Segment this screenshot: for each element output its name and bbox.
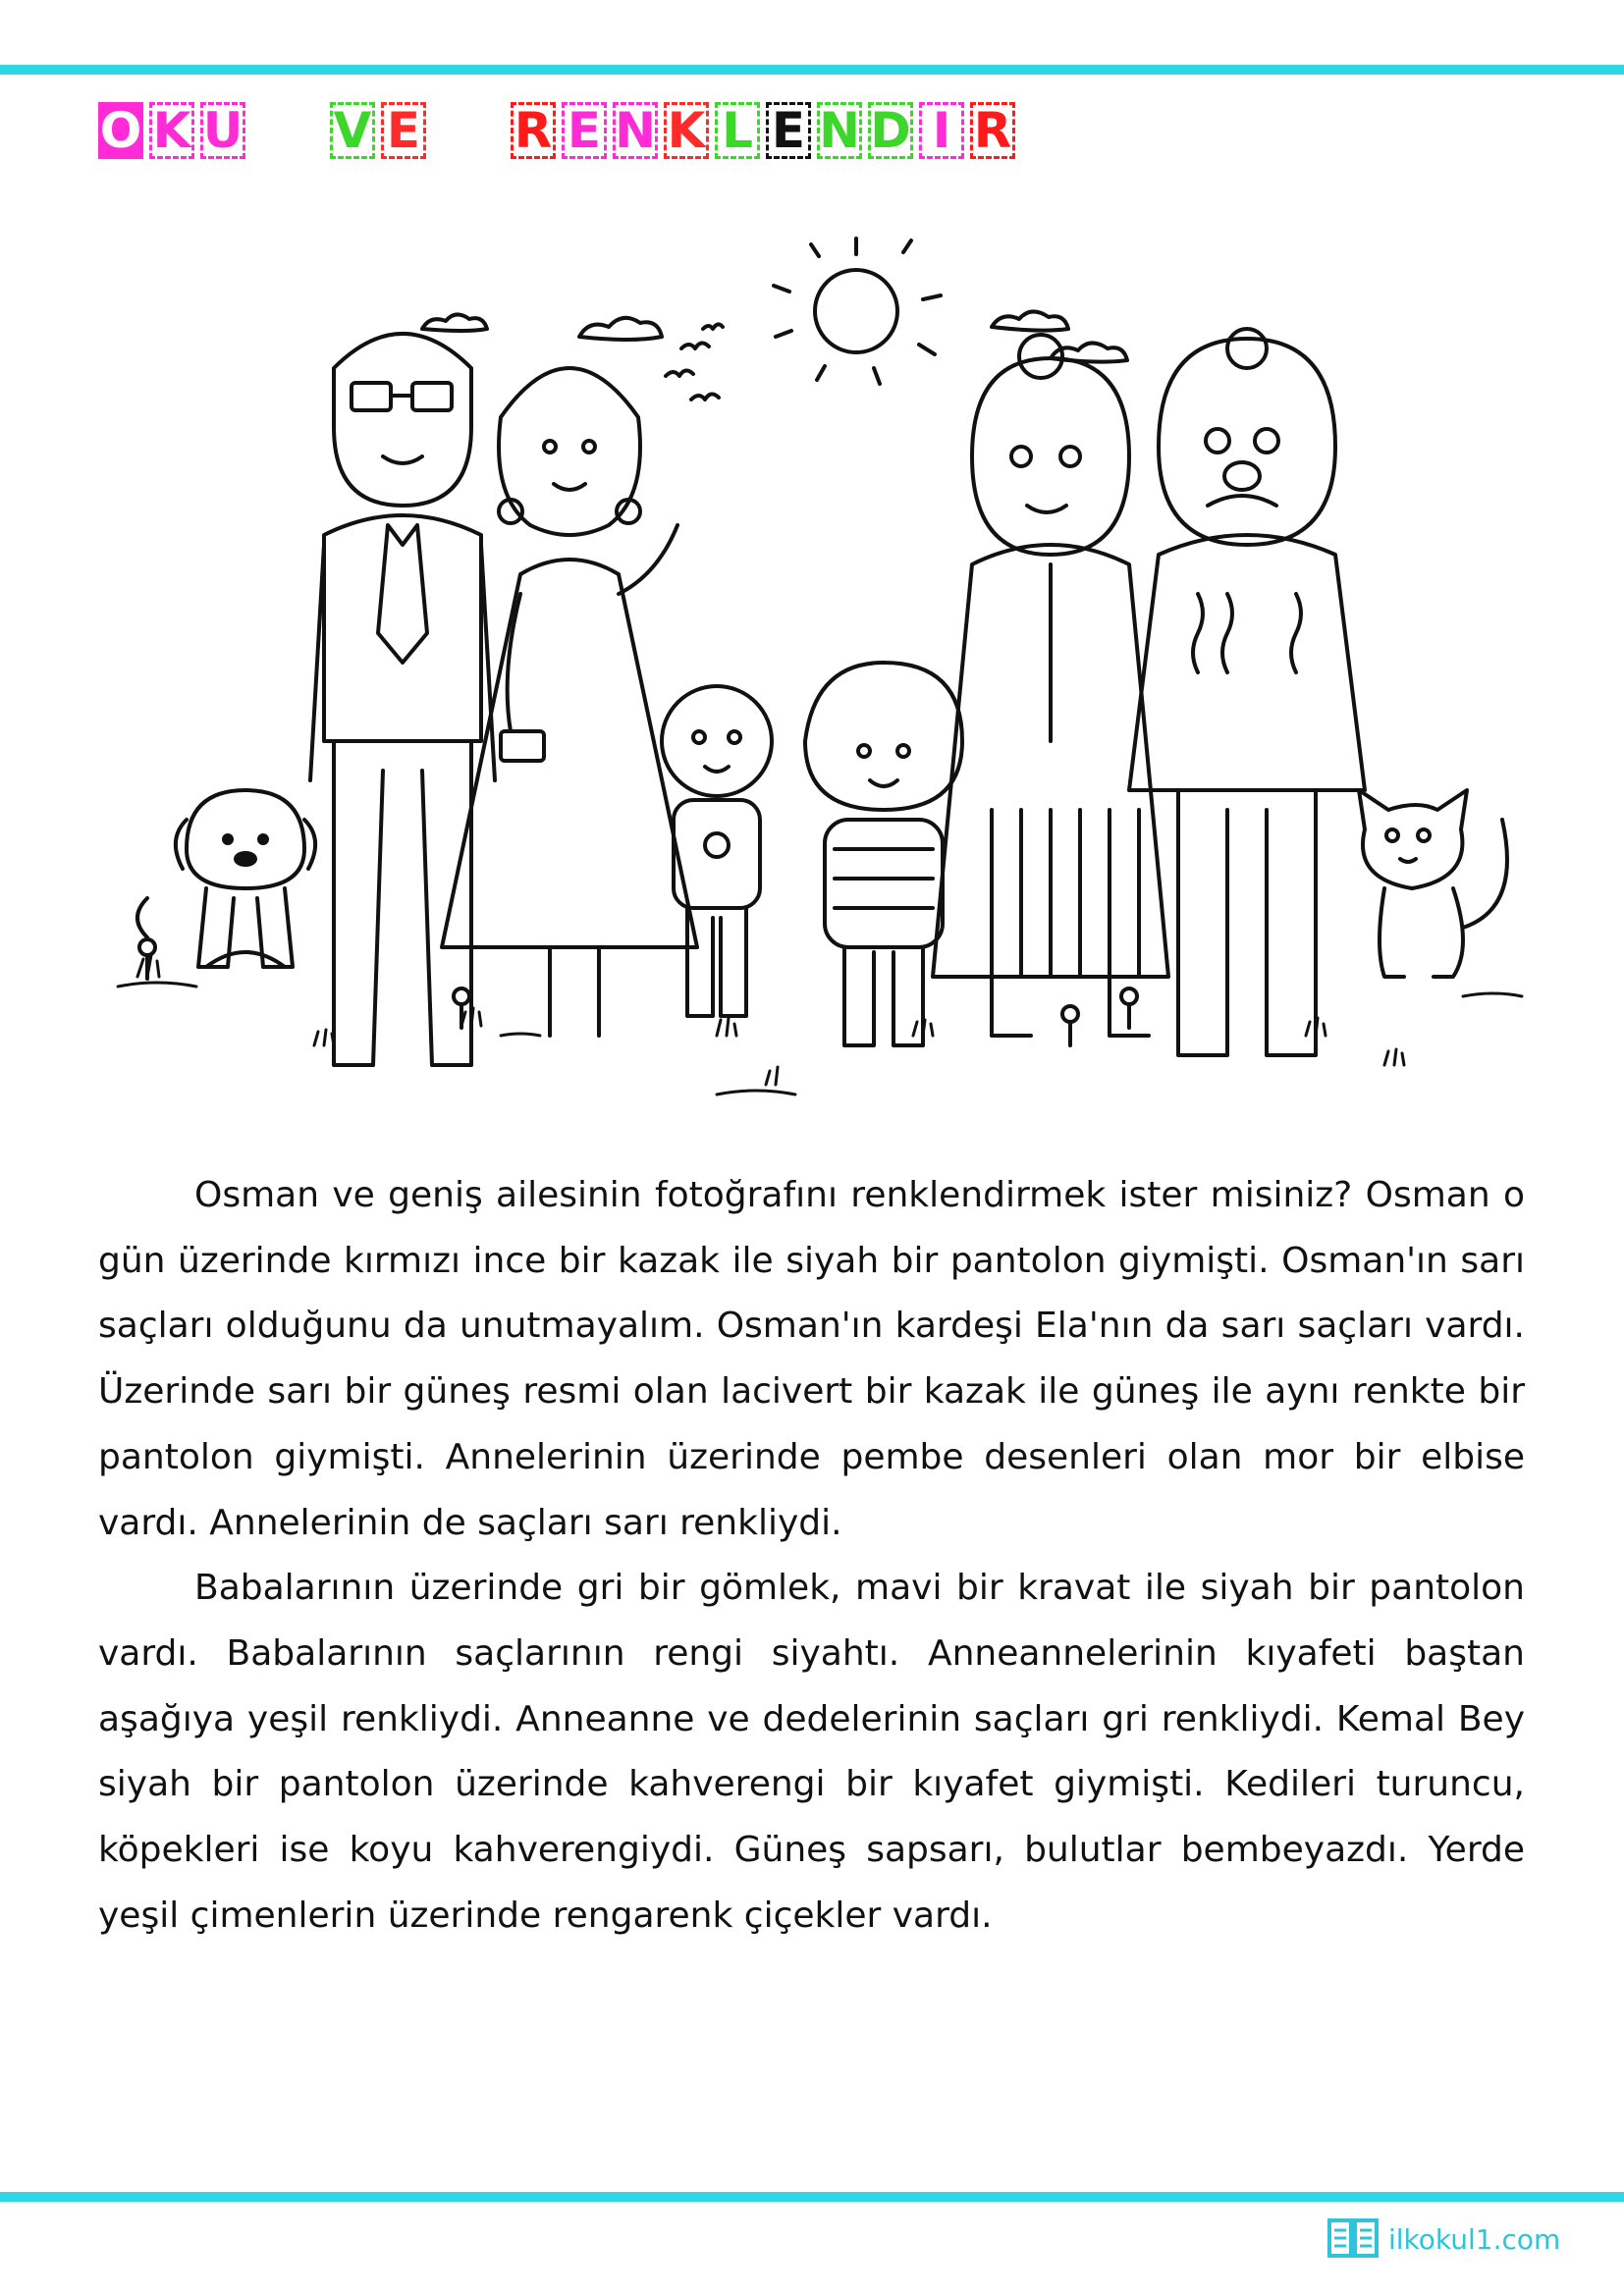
ground-grass <box>118 955 1522 1095</box>
title-letter: V <box>330 102 375 159</box>
flower-icon <box>139 939 155 979</box>
flower-icon <box>1062 1006 1078 1045</box>
cloud-icon <box>992 311 1068 330</box>
bottom-border-line <box>0 2192 1624 2202</box>
top-border-line <box>0 65 1624 75</box>
title-letter: R <box>511 102 556 159</box>
title-letter: R <box>970 102 1015 159</box>
sun-icon <box>774 239 941 384</box>
story-paragraph: Babalarının üzerinde gri bir gömlek, mavi bir kravat ile siyah bir pantolon vardı. Babalarının saçlarının rengi siyahtı. Anneannelerinin kıyafeti baştan aşağıya yeşil renkliydi. Anneanne ve dedelerinin saçları gri renkliydi. Kemal Bey siyah bir pantolon üzerinde kahverengi bir kıyafet giymişti. Kedileri turuncu, köpekleri ise koyu kahverengiydi. Güneş sapsarı, bulutlar bembeyazdı. Yerde yeşil çimenlerin üzerinde rengarenk çiçekler vardı. <box>98 1568 1525 1936</box>
title-letter: K <box>664 102 709 159</box>
brand-text: ilkokul1.com <box>1388 2222 1561 2256</box>
title-letter: E <box>381 102 426 159</box>
story-paragraph: Osman ve geniş ailesinin fotoğrafını renklendirmek ister misiniz? Osman o gün üzerinde kırmızı ince bir kazak ile siyah bir pantolon giymişti. Osman'ın sarı saçları olduğunu da unutmayalım. Osman'ın kardeşi Ela'nın da sarı saçları vardı. Üzerinde sarı bir güneş resmi olan lacivert bir kazak ile güneş ile aynı renkte bir pantolon giymişti. Annelerinin üzerinde pembe desenleri olan mor bir elbise vardı. Annelerinin de saçları sarı renkliydi. <box>98 1175 1525 1543</box>
father-figure <box>310 334 495 1065</box>
flower-icon <box>1121 988 1137 1028</box>
title-letter: D <box>868 102 913 159</box>
title-letter: L <box>715 102 760 159</box>
title-letter: O <box>99 102 142 159</box>
title-letter: E <box>562 102 607 159</box>
osman-figure <box>805 663 962 1045</box>
brand-logo <box>1327 2216 1560 2262</box>
bird-icon <box>666 324 723 400</box>
title-letter: E <box>766 102 811 159</box>
title-letter: N <box>613 102 658 159</box>
page-title <box>98 102 1532 171</box>
family-coloring-illustration <box>88 221 1542 1144</box>
title-letter: N <box>817 102 862 159</box>
title-letter: U <box>200 102 245 159</box>
grandmother-figure <box>933 335 1168 1036</box>
title-letter: I <box>919 102 964 159</box>
book-icon <box>1327 2216 1379 2262</box>
title-letter: K <box>149 102 194 159</box>
cat-figure <box>1359 790 1507 977</box>
flower-icon <box>454 988 469 1028</box>
cloud-icon <box>422 314 487 331</box>
cloud-icon <box>579 318 662 340</box>
dog-figure <box>137 790 315 967</box>
story-text <box>98 1163 1525 1949</box>
